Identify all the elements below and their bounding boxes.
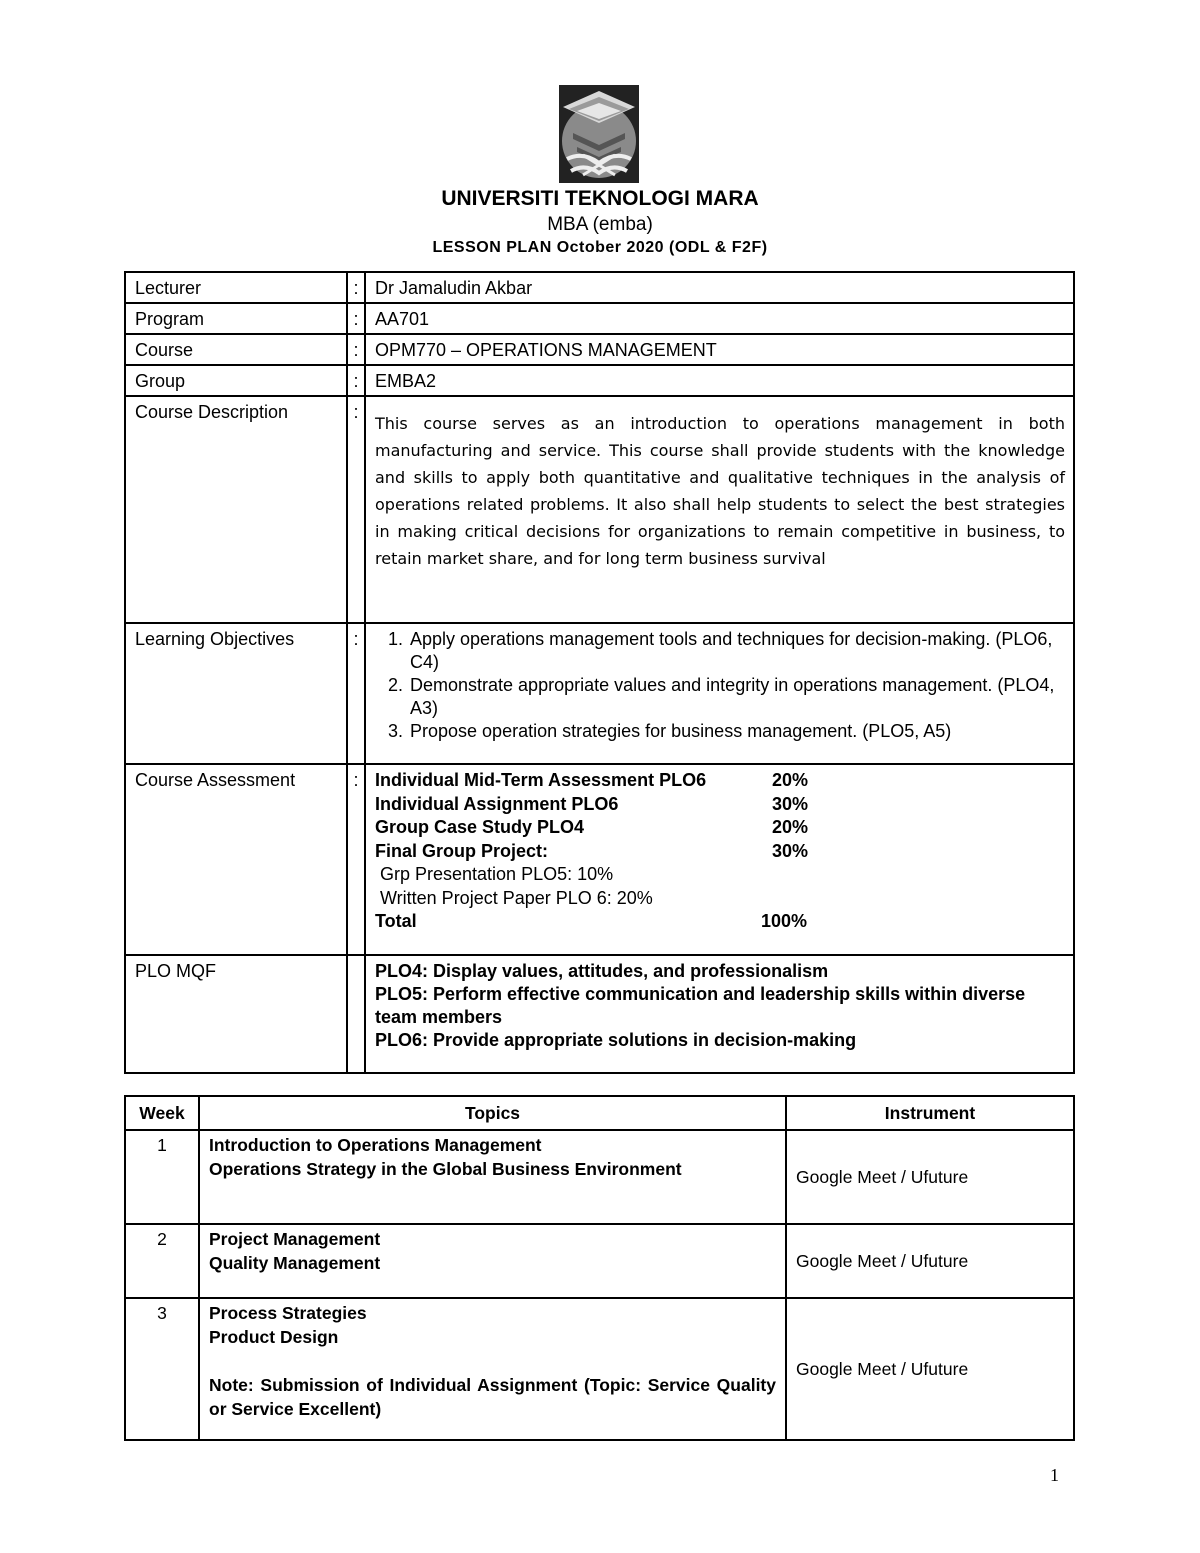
objectives-row [125, 623, 1074, 764]
assessment-item: Individual Mid-Term Assessment PLO6 20% [375, 770, 809, 790]
topic: Operations Strategy in the Global Business Environment [209, 1159, 682, 1179]
week-number: 1 [125, 1130, 199, 1224]
assessment-subitem: Written Project Paper PLO 6: 20% [380, 887, 653, 908]
group-row [125, 365, 1074, 396]
plan-title: LESSON PLAN October 2020 (ODL & F2F) [432, 239, 768, 256]
assessment-row [125, 764, 1074, 955]
course-description: This course serves as an introduction to operations management in both manufacturing and service. This course shall provide students with the knowledge and skills to apply both quantitative and qualitative techniques in the analysis of operations related problems. It also shall help students to select the best strategies in making critical decisions for organizations to remain competitive in business, to retain market share, and for long term business survival [375, 414, 1065, 568]
colon: : [347, 764, 365, 955]
topic: Introduction to Operations Management [209, 1135, 542, 1155]
assessment-item: Final Group Project: 30% [375, 840, 809, 861]
week-header: Week [125, 1096, 199, 1130]
plo-item: PLO6: Provide appropriate solutions in decision-making [375, 1030, 857, 1050]
course-label: Course [125, 334, 347, 365]
topics-header: Topics [199, 1096, 786, 1130]
topic: Project Management [209, 1229, 381, 1249]
topics-cell [199, 1130, 786, 1224]
assignment-note: Note: Submission of Individual Assignment (Topic: Service Quality or Service Excellent) [209, 1375, 776, 1419]
course-info-table [124, 271, 1075, 1074]
table-row [125, 1224, 1074, 1298]
topics-cell [199, 1224, 786, 1298]
colon: : [347, 334, 365, 365]
assessment-item: Individual Assignment PLO6 30% [375, 793, 809, 814]
assessment-subitem: Grp Presentation PLO5: 10% [380, 864, 614, 884]
plo-row [125, 955, 1074, 1073]
colon: : [347, 365, 365, 396]
program-value: AA701 [365, 303, 1074, 334]
program-label: Program [125, 303, 347, 334]
table-row [125, 1130, 1074, 1224]
weekly-schedule-table [124, 1095, 1075, 1441]
topic: Process Strategies [209, 1303, 367, 1323]
program-name: MBA (emba) [547, 214, 653, 235]
uitm-logo [559, 85, 639, 183]
instrument-cell: Google Meet / Ufuture [786, 1130, 1074, 1224]
course-value: OPM770 – OPERATIONS MANAGEMENT [365, 334, 1074, 365]
topic: Quality Management [209, 1253, 381, 1273]
objectives-list [375, 628, 1065, 743]
week-number: 2 [125, 1224, 199, 1298]
description-row [125, 396, 1074, 623]
university-name: UNIVERSITI TEKNOLOGI MARA [441, 187, 759, 210]
assessment-label: Course Assessment [125, 764, 347, 955]
objectives-label: Learning Objectives [125, 623, 347, 764]
course-row [125, 334, 1074, 365]
instrument-cell: Google Meet / Ufuture [786, 1224, 1074, 1298]
week-number: 3 [125, 1298, 199, 1440]
group-label: Group [125, 365, 347, 396]
page-number: 1 [1050, 1465, 1059, 1485]
instrument-cell: Google Meet / Ufuture [786, 1298, 1074, 1440]
assessment-item: Group Case Study PLO4 20% [375, 817, 809, 837]
objective-item: 1. Apply operations management tools and techniques for decision-making. (PLO6, C4) [408, 628, 1065, 674]
colon: : [347, 396, 365, 623]
table-row [125, 1298, 1074, 1440]
instrument-header: Instrument [786, 1096, 1074, 1130]
colon: : [347, 303, 365, 334]
lecturer-row [125, 272, 1074, 303]
colon: : [347, 272, 365, 303]
plo-item: PLO5: Perform effective communication and leadership skills within diverse team members [375, 984, 1026, 1027]
lecturer-value: Dr Jamaludin Akbar [365, 272, 1074, 303]
plo-label: PLO MQF [125, 955, 347, 1073]
assessment-total: Total 100% [375, 911, 808, 931]
topics-cell [199, 1298, 786, 1440]
program-row [125, 303, 1074, 334]
lecturer-label: Lecturer [125, 272, 347, 303]
objective-item: 2. Demonstrate appropriate values and integrity in operations management. (PLO4, A3) [408, 674, 1065, 720]
colon: : [347, 623, 365, 764]
topic: Product Design [209, 1327, 339, 1347]
objective-item: 3. Propose operation strategies for business management. (PLO5, A5) [408, 720, 1065, 743]
group-value: EMBA2 [365, 365, 1074, 396]
description-label: Course Description [125, 396, 347, 623]
plo-item: PLO4: Display values, attitudes, and professionalism [375, 961, 829, 981]
colon-empty [347, 955, 365, 1073]
table-header-row [125, 1096, 1074, 1130]
